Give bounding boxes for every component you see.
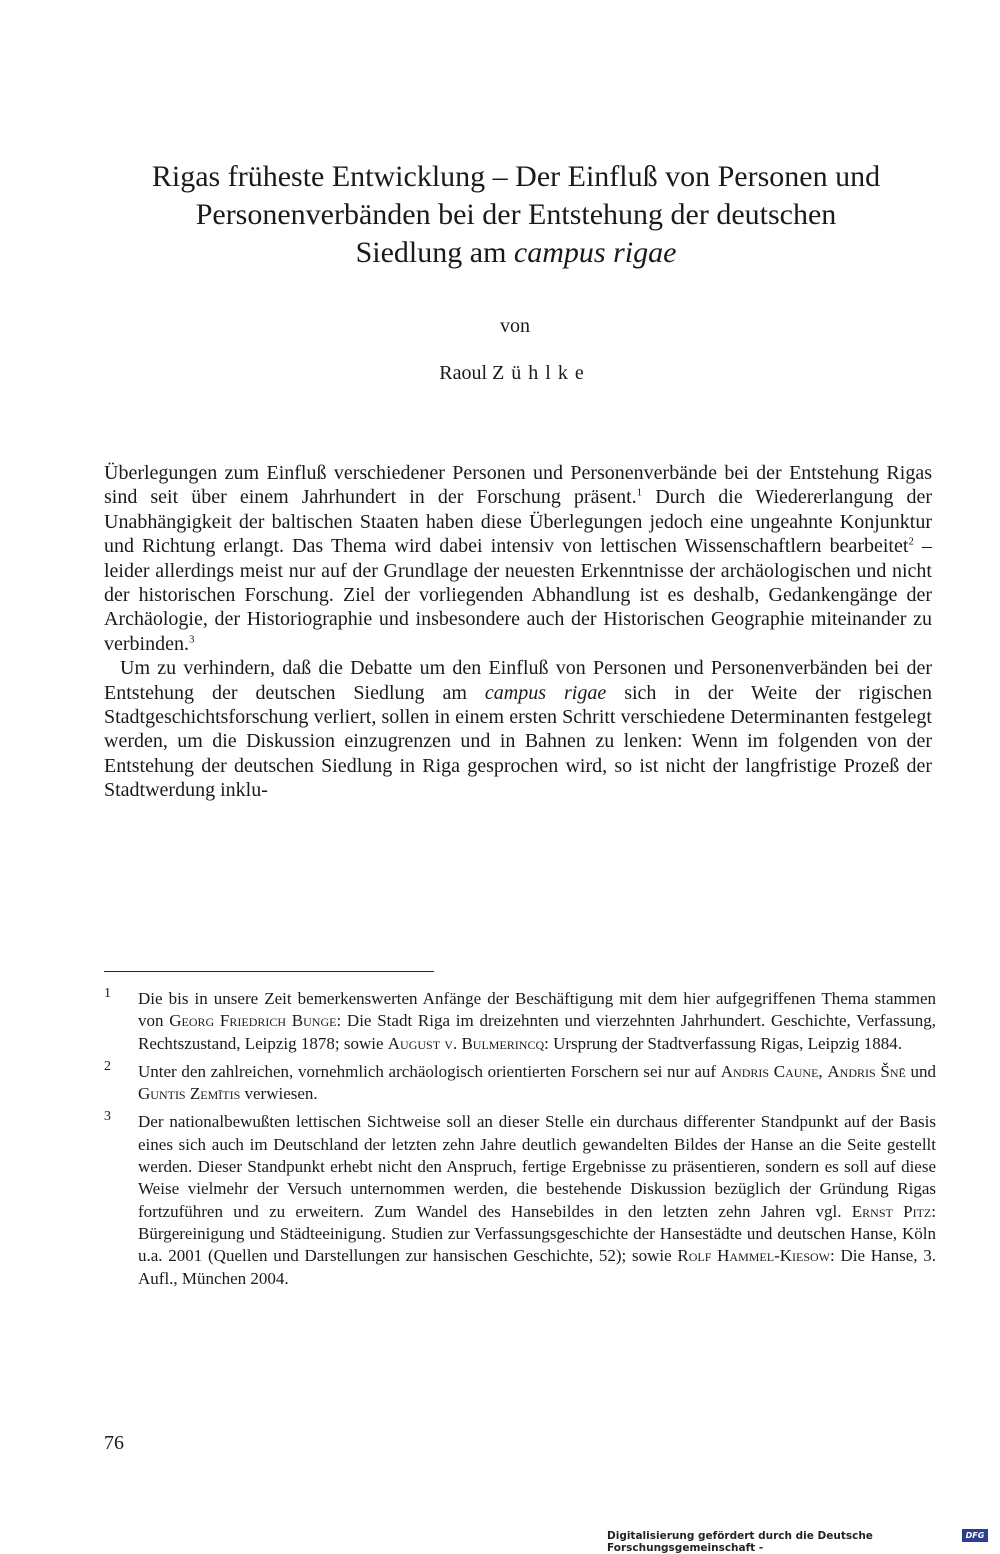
- footnote-text: : Die Hanse, 3. Aufl., München 2004.: [138, 1246, 936, 1288]
- author-first-name: Raoul: [439, 362, 488, 384]
- footnote-ref-3: 3: [188, 633, 195, 646]
- title-line-1: Rigas früheste Entwicklung – Der Einfluß von Personen und: [151, 160, 881, 193]
- footnote-ref-1: 1: [636, 486, 643, 499]
- footnote-text: : Die Stadt Riga im dreizehnten und vierzehnten Jahrhundert. Geschichte, Verfassung, Rechtszustand, Leipzig 1878; sowie: [138, 1011, 936, 1053]
- footnote-author-name: Ernst Pitz: [851, 1201, 932, 1221]
- footnote-number: 2: [104, 1058, 111, 1074]
- footnote-text: Die bis in unsere Zeit bemerkenswerten Anfänge der Beschäftigung mit dem hier aufgegriffenen Thema stammen von: [138, 989, 936, 1031]
- footnote-text: verwiesen.: [240, 1084, 318, 1104]
- paragraph-1: [104, 461, 932, 656]
- footnote-number: 3: [104, 1109, 111, 1125]
- footnote-text: und: [905, 1061, 937, 1081]
- footnote-author-name: Guntis Zemītis: [138, 1084, 241, 1104]
- footnote-divider: [104, 971, 434, 972]
- author-last-name: Zühlke: [492, 362, 591, 384]
- footnote-2: [104, 1058, 937, 1106]
- footnote-text: : Ursprung der Stadtverfassung Rigas, Leipzig 1884.: [544, 1033, 903, 1053]
- body-text: [104, 461, 932, 803]
- footnote-text: Der nationalbewußten lettischen Sichtweise soll an dieser Stelle ein durchaus differenter Standpunkt auf der Basis eines sich auch im Deutschland der letzten zehn Jahre deutlich gewandelten Bildes der Hanse an die Seite gestellt werden. Dieser Standpunkt erhebt nicht den Anspruch, fertige Ergebnisse zu präsentieren, sondern es soll auf diese Weise vielmehr der Versuch unternommen werden, die bestehende Diskussion bezüglich der Gründung Rigas fortzuführen und zu erweitern. Zum Wandel des Hansebildes in den letzten zehn Jahren vgl.: [138, 1112, 936, 1221]
- title-line-3: [60, 234, 972, 272]
- paragraph-2-text-a: Um zu verhindern, daß die Debatte um den Einfluß von Personen und Personenverbänden bei der Entstehung der deutschen Siedlung am: [104, 657, 932, 704]
- paragraph-1-text-a: Überlegungen zum Einfluß verschiedener Personen und Personenverbände bei der Entstehung Rigas sind seit über einem Jahrhundert in der Forschung präsent.: [104, 462, 932, 509]
- paragraph-1-text-b: Durch die Wiedererlangung der Unabhängigkeit der baltischen Staaten haben diese Überlegungen jedoch eine ungeahnte Konjunktur und Richtung erlangt. Das Thema wird dabei intensiv von lettischen Wissenschaftlern bearbeitet: [104, 486, 932, 558]
- footnote-3: [104, 1111, 936, 1289]
- paragraph-2-italic: campus rigae: [484, 681, 607, 704]
- footnote-text: Unter den zahlreichen, vornehmlich archäologisch orientierten Forschern sei nur auf: [138, 1061, 721, 1081]
- footnote-text: ,: [818, 1061, 828, 1081]
- footnote-author-name: August v. Bulmerincq: [387, 1033, 545, 1053]
- article-title: [60, 158, 972, 272]
- title-italic-campus-rigae: campus rigae: [513, 236, 677, 269]
- author-name: [0, 362, 1000, 385]
- paragraph-2: [104, 656, 932, 802]
- byline-von: von: [500, 315, 530, 337]
- paragraph-1-text-c: – leider allerdings meist nur auf der Grundlage der neuesten Erkenntnisse der archäologischen und nicht der historischen Forschung. Ziel der vorliegenden Abhandlung ist es deshalb, Gedankengänge der Archäologie, der Historiographie und insbesondere auch der Historischen Geographie miteinander zu verbinden.: [104, 535, 933, 655]
- funding-note: Digitalisierung gefördert durch die Deutsche Forschungsgemeinschaft -: [607, 1530, 873, 1554]
- title-line-2: Personenverbänden bei der Entstehung der deutschen: [195, 198, 837, 231]
- footnote-author-name: Andris Šnē: [827, 1061, 906, 1081]
- title-line-3-prefix: Siedlung am: [355, 236, 514, 269]
- footnote-author-name: Rolf Hammel-Kiesow: [677, 1246, 831, 1266]
- footnote-author-name: Georg Friedrich Bunge: [169, 1011, 337, 1031]
- footnote-number: 1: [104, 986, 111, 1001]
- paragraph-2-text-b: sich in der Weite der rigischen Stadtgeschichtsforschung verliert, sollen in einem ersten Schritt verschiedene Determinanten festgelegt werden, um die Diskussion einzugrenzen und in Bahnen zu lenken: Wenn im folgenden von der Entstehung der deutschen Siedlung in Riga gesprochen wird, so ist nicht der langfristige Prozeß der Stadtwerdung inklu-: [104, 681, 932, 802]
- page-number: 76: [104, 1432, 124, 1454]
- footnote-author-name: Andris Caune: [720, 1061, 819, 1081]
- footnote-1: [104, 988, 936, 1055]
- footnote-ref-2: 2: [908, 535, 914, 548]
- footnotes: [104, 988, 936, 1296]
- footnote-text: : Bürgereinigung und Städteeinigung. Studien zur Verfassungsgeschichte der Hansestädte und deutschen Hanse, Köln u.a. 2001 (Quellen und Darstellungen zur hansischen Geschichte, 52); sowie: [138, 1201, 936, 1266]
- dfg-logo-icon: DFG: [962, 1529, 988, 1542]
